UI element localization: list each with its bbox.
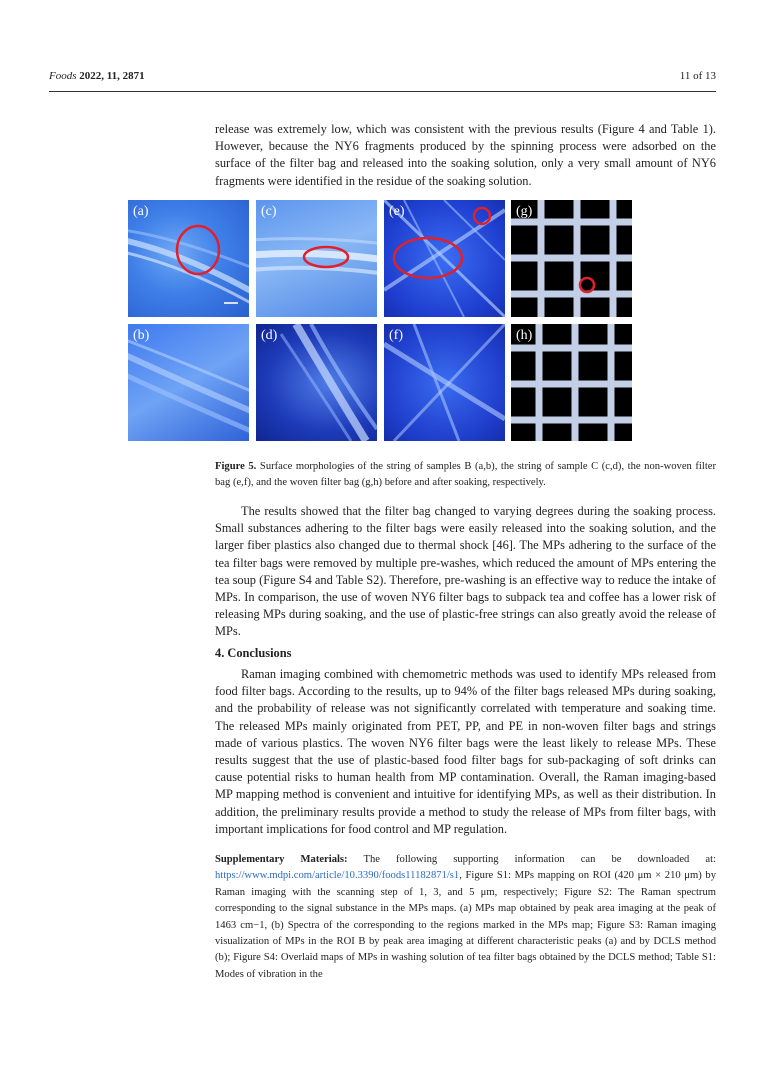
page-header (49, 70, 716, 86)
panel-d-label: (d) (261, 328, 278, 343)
supplementary-link[interactable]: https://www.mdpi.com/article/10.3390/foods11182871/s1 (215, 870, 460, 882)
panel-e (384, 200, 505, 317)
panel-c-label: (c) (261, 204, 277, 219)
paragraph-2-block (215, 503, 716, 641)
panel-c (256, 200, 377, 317)
panel-b-label: (b) (133, 328, 150, 343)
supplementary-text: , Figure S1: MPs mapping on ROI (420 μm × 210 μm) by Raman imaging with the scanning step of 1, 3, and 5 μm, respectively; Figure S2: The Raman spectrum corresponding to the signal substance in the MPs maps. (a) MPs map obtained by peak area imaging at the peak of 1463 cm−1, (b) Spectra of the corresponding to the regions marked in the MPs map; Figure S3: Raman imaging visualization of MPs in the ROI B by peak area imaging at different characteristic peaks (a) and by DCLS method (b); Figure S4: Overlaid maps of MPs in washing solution of tea filter bags obtained by the DCLS method; Table S1: Modes of vibration in the (215, 870, 716, 980)
panel-b (128, 324, 249, 441)
supplementary-intro: The following supporting information can be downloaded at: (363, 854, 716, 865)
panel-f-label: (f) (389, 328, 403, 343)
figure-5 (128, 196, 632, 442)
figure-caption-label: Figure 5. (215, 461, 257, 472)
panel-h (511, 324, 632, 441)
panel-d (256, 324, 377, 441)
paragraph-3: Raman imaging combined with chemometric methods was used to identify MPs released from food filter bags. According to the results, up to 94% of the filter bags released MPs during soaking, and the probability of release was not significantly correlated with temperature and soaking time. The released MPs mainly originated from PET, PP, and PE in non-woven filter bags and strings made of various plastics. The woven NY6 filter bags were the least likely to release MPs. These results suggest that the use of plastic-based food filter bags for sub-packaging of soft drinks can cause potential risks to human health from MP contamination. Overall, the Raman imaging-based MP mapping method is convenient and intuitive for identifying MPs, as well as their distribution. In addition, the preliminary results provide a method to study the release of MPs from filter bags, with important implications for food control and MP regulation. (215, 667, 716, 836)
header-rule (49, 91, 716, 92)
supplementary-label: Supplementary Materials: (215, 854, 348, 865)
panel-a (128, 200, 249, 317)
page-number: 11 of 13 (679, 70, 716, 82)
paragraph-2: The results showed that the filter bag changed to varying degrees during the soaking process. Small substances adhering to the filter bags were easily released into the soaking solution, and the larger fiber plastics also changed due to thermal shock [46]. The MPs adhering to the surface of the tea filter bags were removed by multiple pre-washes, which reduced the amount of MPs entering the tea soup (Figure S4 and Table S2). Therefore, pre-washing is an effective way to reduce the intake of MPs. In comparison, the use of woven NY6 filter bags to subpack tea and coffee has a lower risk of releasing MPs during soaking, and the use of plastic-free strings can also greatly avoid the release of MPs. (215, 504, 716, 639)
journal-citation: Foods 2022, 11, 2871 (49, 70, 145, 82)
panel-g (511, 200, 632, 317)
panel-e-label: (e) (389, 204, 405, 219)
panel-g-label: (g) (516, 204, 533, 219)
figure-caption (215, 459, 716, 491)
panel-f (384, 324, 505, 441)
figure-caption-text: Surface morphologies of the string of samples B (a,b), the string of sample C (c,d), the non-woven filter bag (e,f), and the woven filter bag (g,h) before and after soaking, respectively. (215, 461, 716, 488)
panel-h-label: (h) (516, 328, 533, 343)
supplementary-materials (215, 852, 716, 983)
paragraph-1-block (215, 121, 716, 190)
paragraph-1: release was extremely low, which was consistent with the previous results (Figure 4 and Table 1). However, because the NY6 fragments produced by the spinning process were adsorbed on the surface of the filter bag and released into the soaking solution, only a very small amount of NY6 fragments were identified in the residue of the soaking solution. (215, 122, 716, 188)
panel-a-label: (a) (133, 204, 149, 219)
paragraph-3-block (215, 666, 716, 838)
section-heading: 4. Conclusions (215, 646, 292, 660)
